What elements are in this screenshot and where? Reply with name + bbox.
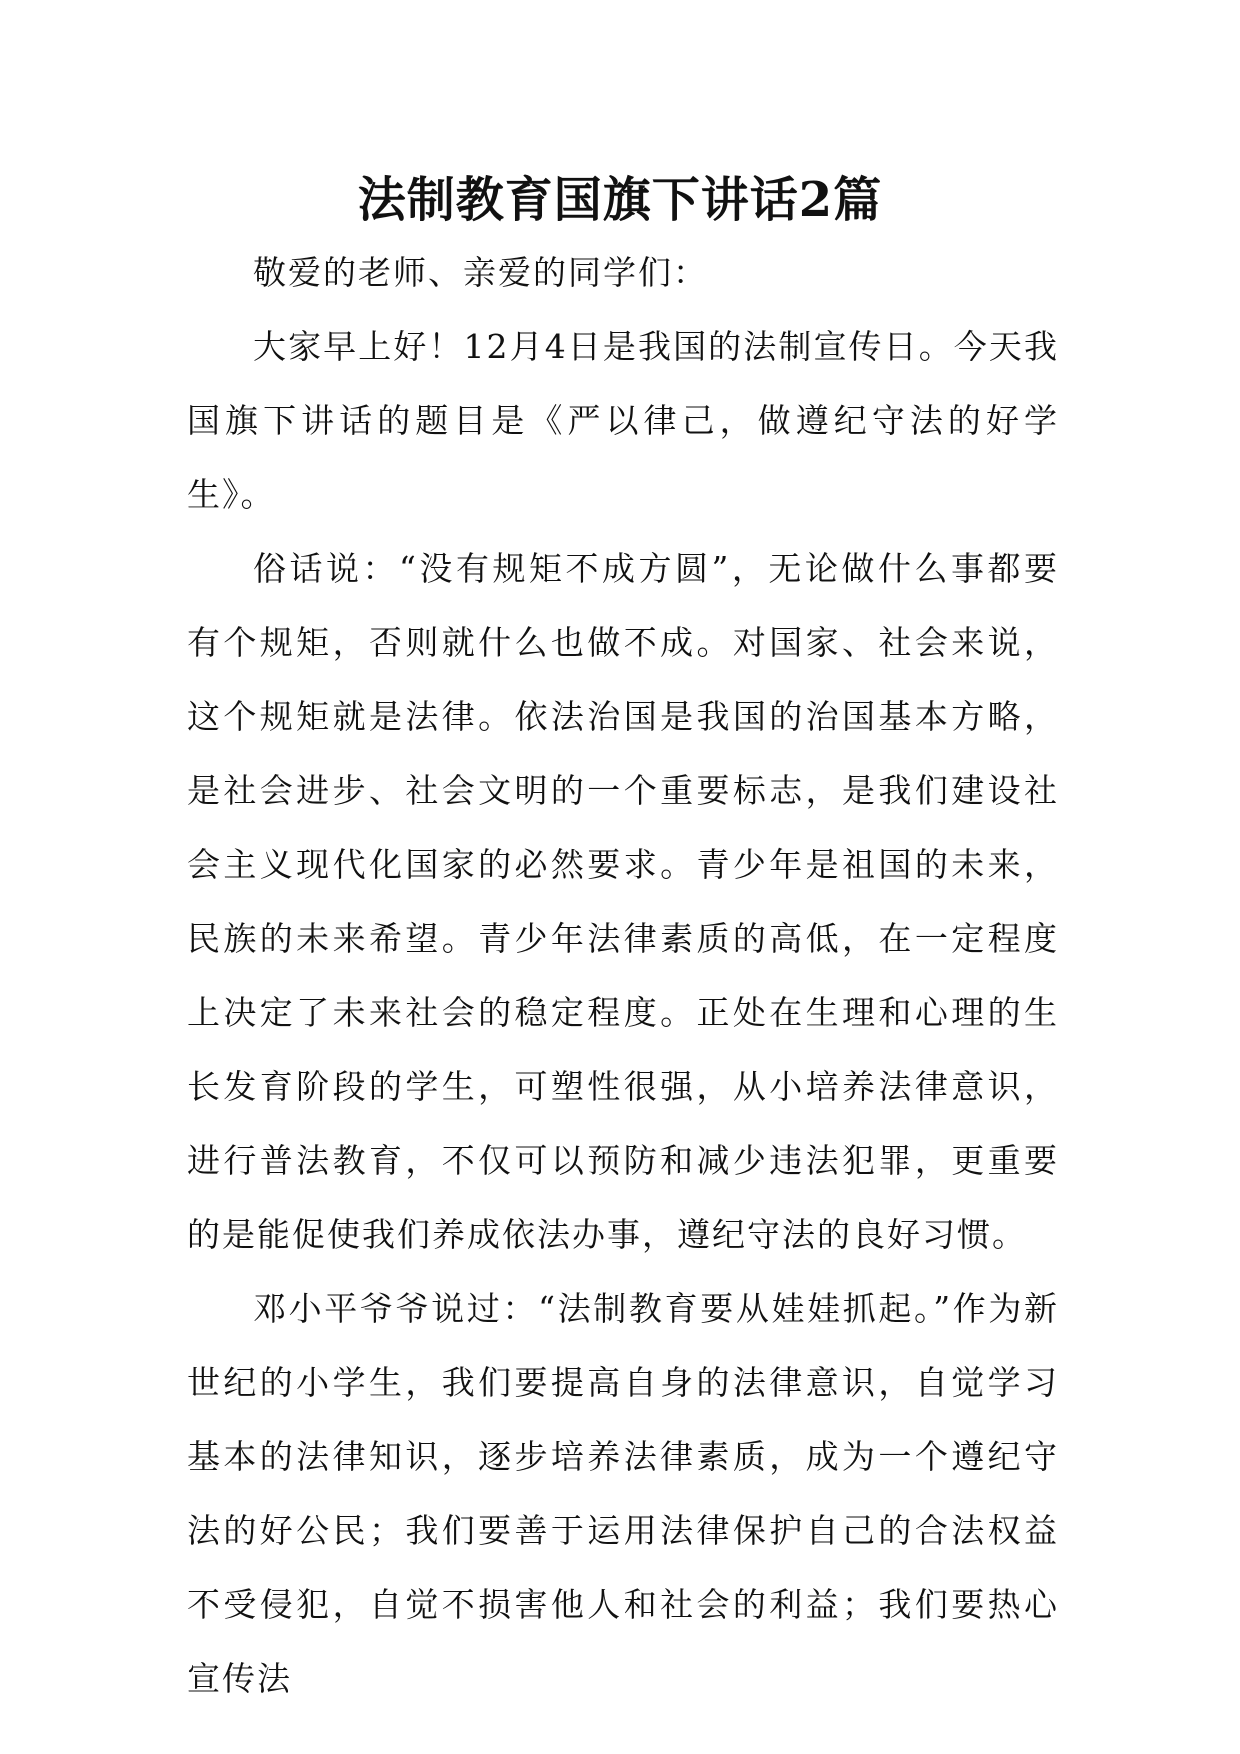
document-title: 法制教育国旗下讲话2篇 xyxy=(357,172,883,228)
document-body xyxy=(187,236,1059,1716)
paragraph-rules: 俗话说：“没有规矩不成方圆”，无论做什么事都要有个规矩，否则就什么也做不成。对国家、社会来说，这个规矩就是法律。依法治国是我国的治国基本方略，是社会进步、社会文明的一个重要标志，是我们建设社会主义现代化国家的必然要求。青少年是祖国的未来，民族的未来希望。青少年法律素质的高低，在一定程度上决定了未来社会的稳定程度。正处在生理和心理的生长发育阶段的学生，可塑性很强，从小培养法律意识，进行普法教育，不仅可以预防和减少违法犯罪，更重要的是能促使我们养成依法办事，遵纪守法的良好习惯。 xyxy=(187,549,1059,1254)
paragraph-deng-xiaoping: 邓小平爷爷说过：“法制教育要从娃娃抓起。”作为新世纪的小学生，我们要提高自身的法律意识，自觉学习基本的法律知识，逐步培养法律素质，成为一个遵纪守法的好公民；我们要善于运用法律保护自己的合法权益不受侵犯，自觉不损害他人和社会的利益；我们要热心宣传法 xyxy=(187,1289,1059,1698)
salutation: 敬爱的老师、亲爱的同学们： xyxy=(253,253,708,292)
paragraph-greeting: 大家早上好！12月4日是我国的法制宣传日。今天我国旗下讲话的题目是《严以律己，做遵纪守法的好学生》。 xyxy=(187,327,1059,514)
